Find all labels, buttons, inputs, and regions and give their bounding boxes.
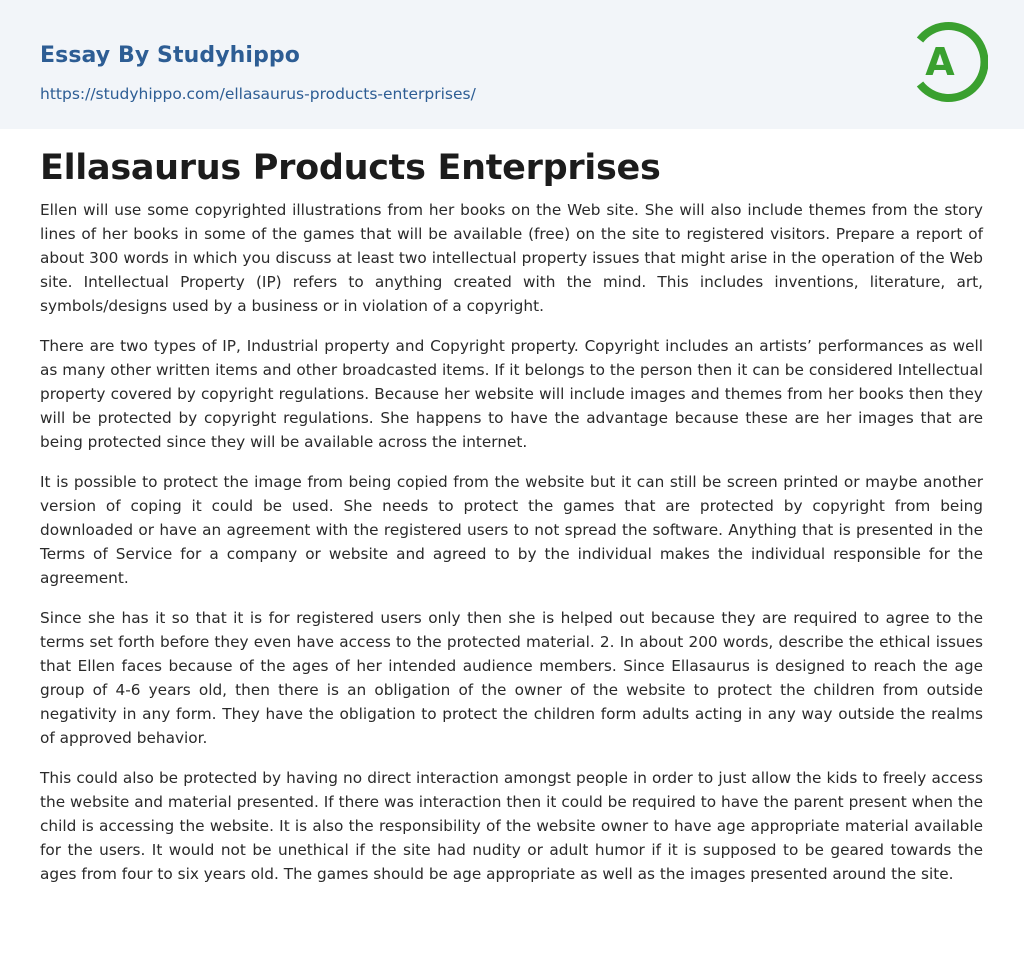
article-paragraph: This could also be protected by having no direct interaction amongst people in order to just allow the kids to freely access the website and material presented. If there was interaction then it could be required to have the parent present when the child is accessing the website. It is also the responsibility of the website owner to have age appropriate material available for the users. It would not be unethical if the site had nudity or adult humor if it is supposed to be geared towards the ages from four to six years old. The games should be age appropriate as well as the images presented around the site.	[40, 769, 983, 883]
logo-letter: A	[925, 40, 955, 84]
article-paragraph: Ellen will use some copyrighted illustrations from her books on the Web site. She will also include themes from the story lines of her books in some of the games that will be available (free) on the site to registered visitors. Prepare a report of about 300 words in which you discuss at least two intellectual property issues that might arise in the operation of the Web site. Intellectual Property (IP) refers to anything created with the mind. This includes inventions, literature, art, symbols/designs used by a business or in violation of a copyright.	[40, 201, 983, 315]
article	[40, 145, 983, 886]
article-title: Ellasaurus Products Enterprises	[40, 148, 661, 188]
article-paragraph: Since she has it so that it is for registered users only then she is helped out because they are required to agree to the terms set forth before they even have access to the protected material. 2. In about 200 words, describe the ethical issues that Ellen faces because of the ages of her intended audience members. Since Ellasaurus is designed to reach the age group of 4-6 years old, then there is an obligation of the owner of the website to protect the children from outside negativity in any form. They have the obligation to protect the children form adults acting in any way outside the realms of approved behavior.	[40, 609, 983, 747]
site-brand[interactable]: Essay By Studyhippo	[40, 43, 300, 68]
page-url-link[interactable]: https://studyhippo.com/ellasaurus-products-enterprises/	[40, 85, 476, 103]
article-paragraph: There are two types of IP, Industrial property and Copyright property. Copyright includes an artists’ performances as well as many other written items and other broadcasted items. If it belongs to the person then it can be considered Intellectual property covered by copyright regulations. Because her website will include images and themes from her books then they will be protected by copyright regulations. She happens to have the advantage because these are her images that are being protected since they will be available across the internet.	[40, 337, 983, 451]
site-header	[0, 0, 1024, 129]
article-paragraph: It is possible to protect the image from being copied from the website but it can still be screen printed or maybe another version of coping it could be used. She needs to protect the games that are protected by copyright from being downloaded or have an agreement with the registered users to not spread the software. Anything that is presented in the Terms of Service for a company or website and agreed to by the individual makes the individual responsible for the agreement.	[40, 473, 983, 587]
studyhippo-logo-icon[interactable]	[910, 18, 988, 106]
